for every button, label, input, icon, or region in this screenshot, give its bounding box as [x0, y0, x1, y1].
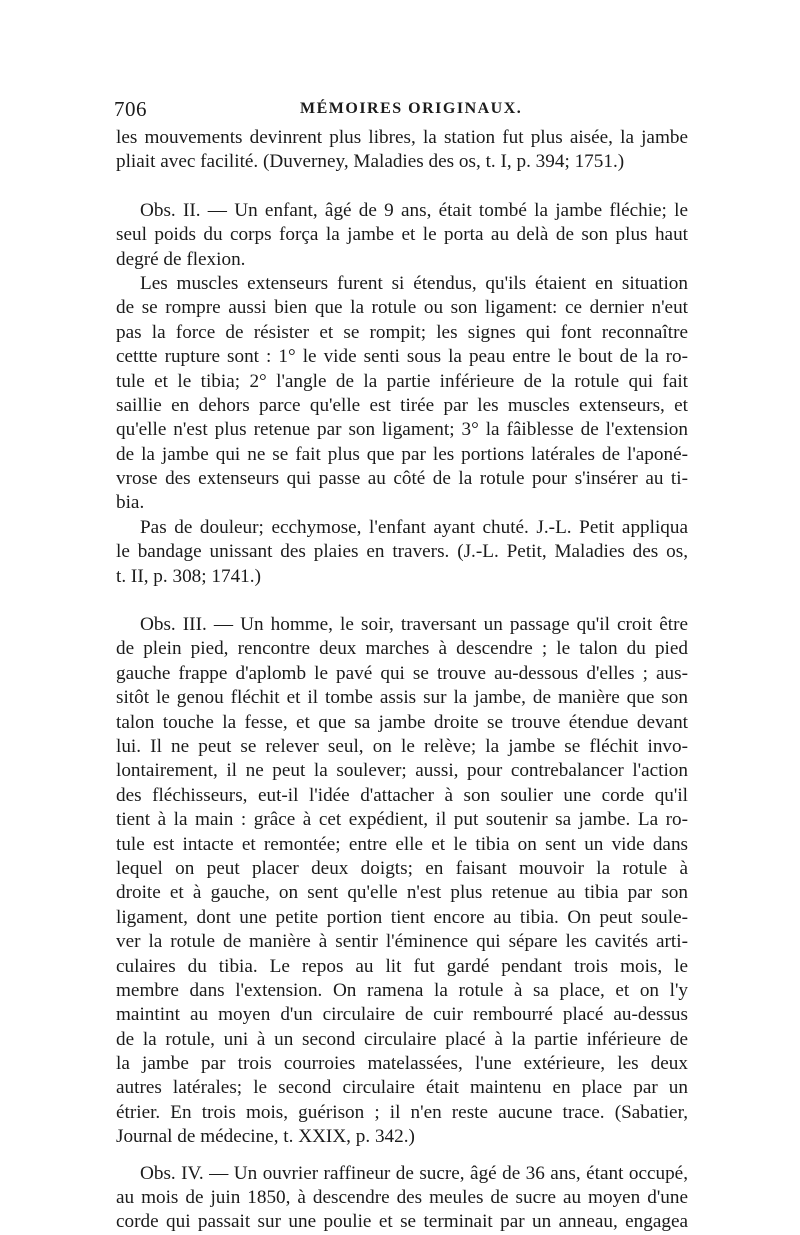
- text-line: de la rotule, uni à un second circulaire placé à la partie inférieure de: [116, 1028, 688, 1050]
- text-line: les mouvements devinrent plus libres, la station fut plus aisée, la jambe: [116, 127, 688, 148]
- text-line: talon touche la fesse, et que sa jambe droite se trouve étendue devant: [116, 711, 688, 733]
- text-line: vrose des extenseurs qui passe au côté de la rotule pour s'insérer au ti-: [116, 468, 688, 490]
- text-line: t. II, p. 308; 1741.): [116, 565, 261, 587]
- running-title: MÉMOIRES ORIGINAUX.: [300, 100, 523, 117]
- text-line: tule est intacte et remontée; entre elle et le tibia on sent un vide dans: [116, 833, 688, 855]
- text-line: de plein pied, rencontre deux marches à descendre ; le talon du pied: [116, 638, 688, 660]
- text-line: degré de flexion.: [116, 248, 246, 270]
- text-line: maintint au moyen d'un circulaire de cuir rembourré placé au-dessus: [116, 1004, 688, 1026]
- paragraph-gap: [116, 589, 688, 613]
- text-line: le bandage unissant des plaies en travers. (J.-L. Petit, Maladies des os,: [116, 541, 688, 563]
- text-line: Journal de médecine, t. XXIX, p. 342.): [116, 1126, 415, 1148]
- page-header: [0, 97, 800, 127]
- paragraph-gap: [116, 1150, 688, 1162]
- text-line: culaires du tibia. Le repos au lit fut gardé pendant trois mois, le: [116, 955, 688, 977]
- text-line: la jambe par trois courroies matelassées, l'une extérieure, les deux: [116, 1053, 688, 1075]
- text-line: cettte rupture sont : 1° le vide senti sous la peau entre le bout de la ro-: [116, 346, 688, 368]
- text-line: lui. Il ne peut se relever seul, on le relève; la jambe se fléchit invo-: [116, 735, 688, 757]
- text-line: pliait avec facilité. (Duverney, Maladies des os, t. I, p. 394; 1751.): [116, 151, 625, 173]
- page-number: 706: [114, 97, 147, 121]
- text-line: de la jambe qui ne se fait plus que par les portions latérales de l'aponé-: [116, 443, 688, 465]
- text-line: Obs. II. — Un enfant, âgé de 9 ans, était tombé la jambe fléchie; le: [140, 199, 688, 221]
- text-line: Obs. IV. — Un ouvrier raffineur de sucre, âgé de 36 ans, étant occupé,: [140, 1162, 688, 1184]
- text-line: tient à la main : grâce à cet expédient, il put soutenir sa jambe. La ro-: [116, 809, 688, 831]
- paragraph-gap: [116, 175, 688, 199]
- text-line: autres latérales; le second circulaire était maintenu en place par un: [116, 1077, 688, 1099]
- text-block: [116, 126, 688, 175]
- text-line: ligament, dont une petite portion tient encore au tibia. On peut soule-: [116, 906, 688, 928]
- text-line: gauche frappe d'aplomb le pavé qui se trouve au-dessous d'elles ; aus-: [116, 662, 688, 684]
- text-line: de se rompre aussi bien que la rotule ou son ligament: ce dernier n'eut: [116, 297, 688, 319]
- text-line: ver la rotule de manière à sentir l'éminence qui sépare les cavités arti-: [116, 931, 688, 953]
- text-line: saillie en dehors parce qu'elle est tirée par les muscles extenseurs, et: [116, 394, 688, 416]
- text-line: étrier. En trois mois, guérison ; il n'en reste aucune trace. (Sabatier,: [116, 1101, 688, 1123]
- text-line: qu'elle n'est plus retenue par son ligament; 3° la fâiblesse de l'extension: [116, 419, 688, 441]
- text-line: sitôt le genou fléchit et il tombe assis sur la jambe, de manière que son: [116, 687, 688, 709]
- text-line: corde qui passait sur une poulie et se terminait par un anneau, engagea: [116, 1211, 688, 1233]
- text-line: des fléchisseurs, eut-il l'idée d'attacher à son soulier une corde qu'il: [116, 784, 688, 806]
- text-block: [116, 1162, 688, 1235]
- text-block: [116, 199, 688, 589]
- text-line: seul poids du corps força la jambe et le porta au delà de son plus haut: [116, 224, 688, 246]
- text-line: Les muscles extenseurs furent si étendus, qu'ils étaient en situation: [140, 272, 688, 294]
- text-line: lontairement, il ne peut la soulever; aussi, pour contrebalancer l'action: [116, 760, 688, 782]
- text-line: tule et le tibia; 2° l'angle de la partie inférieure de la rotule qui fait: [116, 370, 688, 392]
- text-line: pas la force de résister et se rompit; les signes qui font reconnaître: [116, 321, 688, 343]
- text-line: Obs. III. — Un homme, le soir, traversant un passage qu'il croit être: [140, 614, 688, 636]
- text-line: lequel on peut placer deux doigts; en faisant mouvoir la rotule à: [116, 857, 688, 879]
- text-line: droite et à gauche, on sent qu'elle n'est plus retenue au tibia par son: [116, 882, 688, 904]
- text-line: membre dans l'extension. On ramena la rotule à sa place, et on l'y: [116, 979, 688, 1001]
- body-text: [116, 126, 688, 1235]
- text-line: au mois de juin 1850, à descendre des meules de sucre au moyen d'une: [116, 1187, 688, 1209]
- text-line: Pas de douleur; ecchymose, l'enfant ayant chuté. J.-L. Petit appliqua: [140, 516, 688, 538]
- text-line: bia.: [116, 492, 145, 514]
- text-block: [116, 613, 688, 1150]
